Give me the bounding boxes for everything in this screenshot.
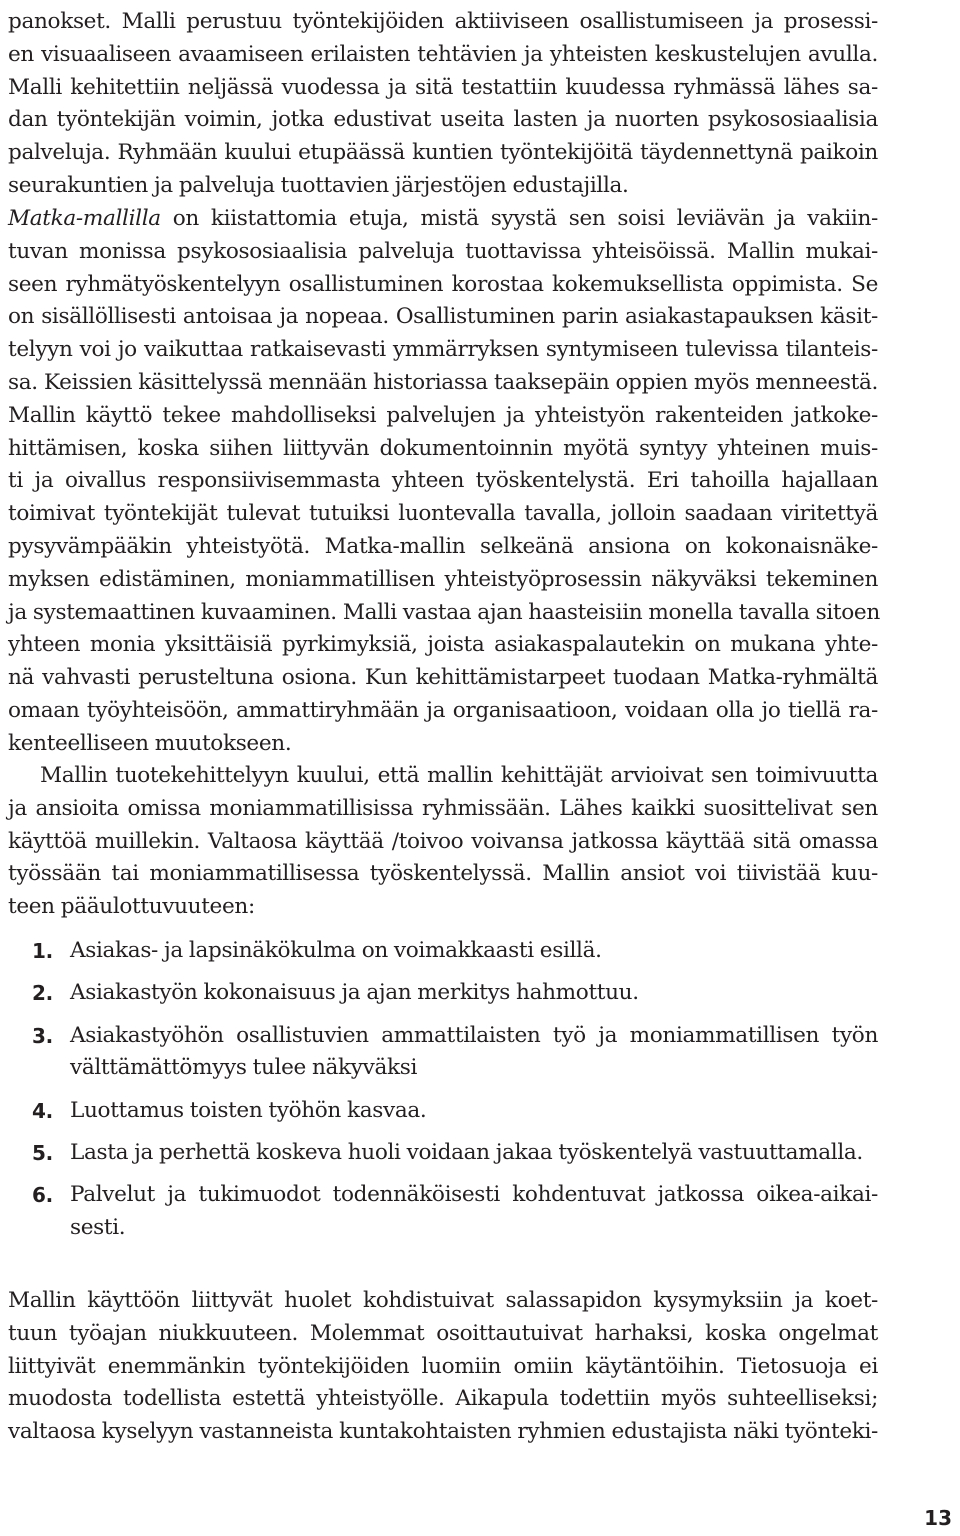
list-item-line: välttämättömyys tulee näkyväksi [70, 1055, 418, 1081]
list-item-text [70, 977, 878, 1010]
summary-list [8, 935, 878, 1254]
list-item-line: Asiakastyön kokonaisuus ja ajan merkitys hahmottuu. [70, 980, 639, 1006]
list-item-line: sesti. [70, 1215, 126, 1241]
paragraph_2-line: hittämisen, koska siihen liittyvän dokumentoinnin myötä syntyy yhteinen muis- [8, 435, 878, 461]
paragraph_2-line: nä vahvasti perusteltuna osiona. Kun kehittämistarpeet tuodaan Matka-ryhmältä [8, 665, 878, 691]
list-item-text [70, 1020, 878, 1086]
paragraph_2-line: telyyn voi jo vaikuttaa ratkaisevasti ymmärryksen syntymiseen tulevissa tilanteis- [8, 337, 878, 363]
list-item-number: 4. [32, 1098, 53, 1123]
paragraph_1-line: en visuaaliseen avaamiseen erilaisten tehtävien ja yhteisten keskustelujen avulla. [8, 41, 878, 67]
paragraph-4 [8, 1285, 878, 1449]
list-item-number: 3. [32, 1023, 53, 1048]
list-item-text [70, 935, 878, 968]
page-number: 13 [924, 1506, 952, 1530]
paragraph_2-line: toimivat työntekijät tulevat tutuiksi luontevalla tavalla, jolloin saadaan viritettyä [8, 501, 878, 527]
list-item [8, 977, 878, 1010]
list-item-line: Palvelut ja tukimuodot todennäköisesti kohdentuvat jatkossa oikea-aikai- [70, 1182, 878, 1208]
paragraph-2-line-1: Matka-mallilla on kiistattomia etuja, mistä syystä sen soisi leviävän ja vakiin- [8, 206, 878, 231]
list-item [8, 1020, 878, 1086]
paragraph_3-line: työssään tai moniammatillisessa työskentelyssä. Mallin ansiot voi tiivistää kuu- [8, 861, 878, 887]
paragraph_3-line: Mallin tuotekehittelyyn kuului, että mallin kehittäjät arvioivat sen toimivuutta [40, 763, 878, 788]
paragraph-3 [8, 760, 878, 924]
paragraph_2-line: Mallin käyttö tekee mahdolliseksi palvelujen ja yhteistyön rakenteiden jatkoke- [8, 402, 878, 428]
paragraph_2-line: tuvan monissa psykososiaalisia palveluja tuottavissa yhteisöissä. Mallin mukai- [8, 238, 878, 264]
paragraph_2-line: omaan työyhteisöön, ammattiryhmään ja organisaatioon, voidaan olla jo tiellä ra- [8, 697, 878, 723]
paragraph_4-line: Mallin käyttöön liittyvät huolet kohdistuivat salassapidon kysymyksiin ja koet- [8, 1288, 878, 1313]
paragraph_1-line: dan työntekijän voimin, jotka edustivat useita lasten ja nuorten psykososiaalisia [8, 107, 878, 133]
paragraph_2-line: on sisällöllisesti antoisaa ja nopeaa. Osallistuminen parin asiakastapauksen käsit- [8, 304, 878, 330]
paragraph_4-line: muodosta todellista estettä yhteistyölle. Aikapula todettiin myös suhteelliseksi; [8, 1386, 878, 1412]
paragraph-1 [8, 6, 878, 203]
paragraph_4-line: liittyivät enemmänkin työntekijöiden luomiin omiin käytäntöihin. Tietosuoja ei [8, 1353, 878, 1379]
paragraph_2-line: pysyvämpääkin yhteistyötä. Matka-mallin selkeänä ansiona on kokonaisnäke- [8, 533, 878, 559]
paragraph_1-line: Malli kehitettiin neljässä vuodessa ja sitä testattiin kuudessa ryhmässä lähes sa- [8, 74, 878, 100]
list-item-text [70, 1095, 878, 1128]
list-item-number: 2. [32, 981, 53, 1006]
list-item-number: 6. [32, 1183, 53, 1208]
paragraph_2-line: kenteelliseen muutokseen. [8, 730, 292, 756]
list-item-line: Asiakas- ja lapsinäkökulma on voimakkaasti esillä. [70, 938, 602, 963]
list-item [8, 1095, 878, 1128]
paragraph_2-line: yhteen monia yksittäisiä pyrkimyksiä, joista asiakaspalautekin on mukana yhte- [8, 632, 878, 658]
list-item-number: 5. [32, 1140, 53, 1165]
paragraph_3-line: teen pääulottuvuuteen: [8, 894, 255, 920]
list-item-line: Asiakastyöhön osallistuvien ammattilaisten työ ja moniammatillisen työn [70, 1022, 878, 1048]
paragraph_3-line: käyttöä muillekin. Valtaosa käyttää /toivoo voivansa jatkossa käyttää sitä omassa [8, 828, 878, 854]
paragraph_1-line: palveluja. Ryhmään kuului etupäässä kuntien työntekijöitä täydennettynä paikoin [8, 140, 878, 166]
paragraph_1-line: panokset. Malli perustuu työntekijöiden aktiiviseen osallistumiseen ja prosessi- [8, 9, 878, 34]
list-item-text [70, 1179, 878, 1245]
paragraph_2-line: ja systemaattinen kuvaaminen. Malli vastaa ajan haasteisiin monella tavalla sitoen [8, 599, 880, 625]
list-item-line: Luottamus toisten työhön kasvaa. [70, 1097, 427, 1123]
paragraph_2-line: seen ryhmätyöskentelyyn osallistuminen korostaa kokemuksellista oppimista. Se [8, 271, 878, 297]
matka-mallilla-italic: Matka-mallilla [8, 206, 161, 231]
paragraph_4-line: tuun työajan niukkuuteen. Molemmat osoittautuivat harhaksi, koska ongelmat [8, 1320, 878, 1346]
list-item [8, 1137, 878, 1170]
paragraph-2 [8, 203, 878, 761]
list-item [8, 1179, 878, 1245]
paragraph_1-line: seurakuntien ja palveluja tuottavien järjestöjen edustajilla. [8, 172, 629, 198]
list-item-number: 1. [32, 939, 53, 963]
list-item-text [70, 1137, 878, 1170]
paragraph_2-line: sa. Keissien käsittelyssä mennään historiassa taaksepäin oppien myös menneestä. [8, 369, 878, 395]
paragraph_3-line: ja ansioita omissa moniammatillisissa ryhmissään. Lähes kaikki suosittelivat sen [8, 795, 878, 821]
paragraph_4-line: valtaosa kyselyyn vastanneista kuntakohtaisten ryhmien edustajista näki työnteki- [8, 1419, 878, 1445]
list-item [8, 935, 878, 968]
paragraph_2-line: ti ja oivallus responsiivisemmasta yhteen työskentelystä. Eri tahoilla hajallaan [8, 468, 878, 494]
paragraph_2-line: myksen edistäminen, moniammatillisen yhteistyöprosessin näkyväksi tekeminen [8, 566, 878, 592]
list-item-line: Lasta ja perhettä koskeva huoli voidaan jakaa työskentelyä vastuuttamalla. [70, 1139, 863, 1165]
